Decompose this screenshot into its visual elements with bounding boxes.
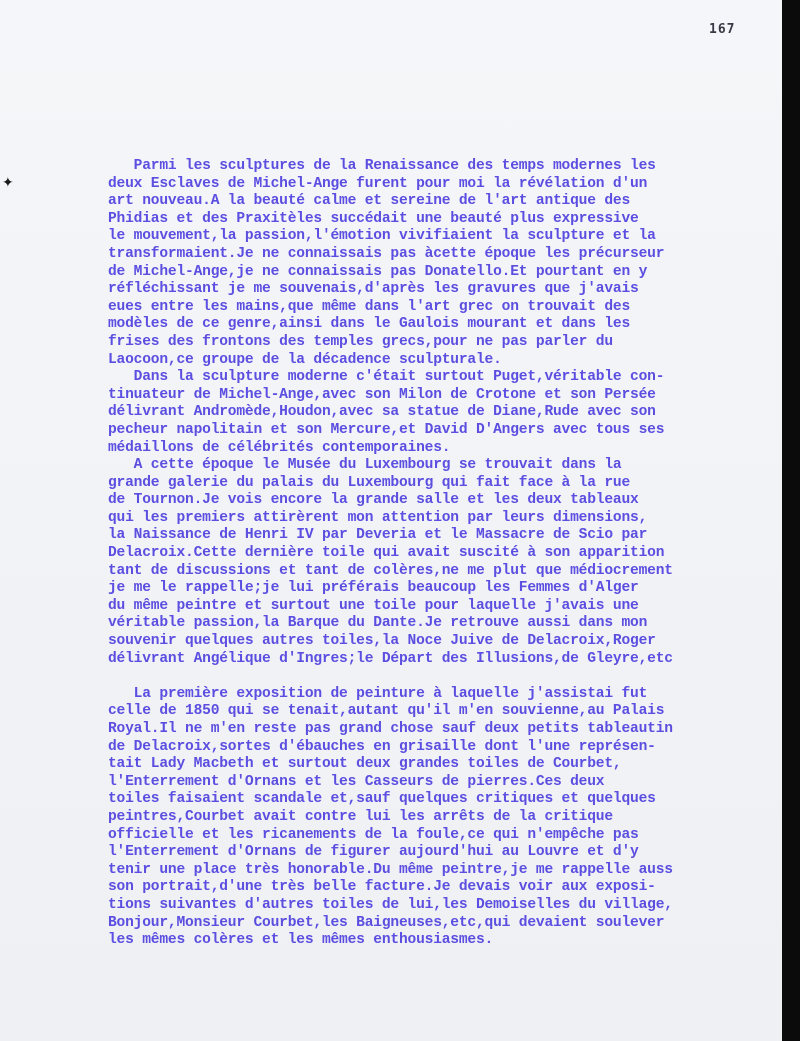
text-line: tant de discussions et tant de colères,ne me plut que médiocrement: [108, 562, 673, 579]
text-line: La première exposition de peinture à laquelle j'assistai fut: [108, 685, 648, 702]
text-line: deux Esclaves de Michel-Ange furent pour moi la révélation d'un: [108, 175, 648, 192]
text-line: Laocoon,ce groupe de la décadence sculpturale.: [108, 351, 502, 368]
text-line: je me le rappelle;je lui préférais beaucoup les Femmes d'Alger: [108, 580, 639, 597]
text-line: réfléchissant je me souvenais,d'après les gravures que j'avais: [108, 281, 639, 298]
page-number: 167: [709, 22, 736, 37]
text-line: qui les premiers attirèrent mon attention par leurs dimensions,: [108, 509, 648, 526]
text-line: véritable passion,la Barque du Dante.Je retrouve aussi dans mon: [108, 615, 648, 632]
text-line: de Michel-Ange,je ne connaissais pas Donatello.Et pourtant en y: [108, 263, 648, 280]
text-line: Dans la sculpture moderne c'était surtout Puget,véritable con-: [108, 369, 665, 386]
text-line: modèles de ce genre,ainsi dans le Gaulois mourant et dans les: [108, 316, 631, 333]
text-line: Parmi les sculptures de la Renaissance des temps modernes les: [108, 158, 656, 174]
paragraph: [108, 686, 673, 950]
text-line: eues entre les mains,que même dans l'art grec on trouvait des: [108, 298, 631, 315]
text-line: de Delacroix,sortes d'ébauches en grisaille dont l'une représen-: [108, 738, 656, 755]
text-line: de Tournon.Je vois encore la grande salle et les deux tableaux: [108, 492, 639, 509]
paragraph: [108, 369, 673, 457]
scan-edge: [782, 0, 800, 1041]
text-line: tions suivantes d'autres toiles de lui,les Demoiselles du village,: [108, 896, 673, 913]
body-text: [108, 158, 673, 950]
text-line: frises des frontons des temples grecs,pour ne pas parler du: [108, 333, 613, 350]
text-line: l'Enterrement d'Ornans de figurer aujourd'hui au Louvre et d'y: [108, 844, 639, 861]
text-line: Bonjour,Monsieur Courbet,les Baigneuses,etc,qui devaient soulever: [108, 914, 665, 931]
text-line: toiles faisaient scandale et,sauf quelques critiques et quelques: [108, 791, 656, 808]
text-line: du même peintre et surtout une toile pour laquelle j'avais une: [108, 597, 639, 614]
text-line: Delacroix.Cette dernière toile qui avait suscité à son apparition: [108, 545, 665, 562]
text-line: les mêmes colères et les mêmes enthousiasmes.: [108, 932, 494, 949]
paragraph: [108, 158, 673, 369]
text-line: son portrait,d'une très belle facture.Je devais voir aux exposi-: [108, 879, 656, 896]
paragraph: [108, 457, 673, 668]
text-line: médaillons de célébrités contemporaines.: [108, 439, 451, 456]
text-line: celle de 1850 qui se tenait,autant qu'il m'en souvienne,au Palais: [108, 703, 665, 720]
text-line: l'Enterrement d'Ornans et les Casseurs de pierres.Ces deux: [108, 773, 605, 790]
margin-mark-icon: ✦: [2, 175, 14, 191]
text-line: souvenir quelques autres toiles,la Noce Juive de Delacroix,Roger: [108, 633, 656, 650]
text-line: la Naissance de Henri IV par Deveria et le Massacre de Scio par: [108, 527, 648, 544]
text-line: A cette époque le Musée du Luxembourg se trouvait dans la: [108, 457, 622, 474]
text-line: Royal.Il ne m'en reste pas grand chose sauf deux petits tableautin: [108, 721, 673, 737]
text-line: le mouvement,la passion,l'émotion vivifiaient la sculpture et la: [108, 228, 656, 245]
text-line: délivrant Angélique d'Ingres;le Départ des Illusions,de Gleyre,etc: [108, 650, 673, 667]
text-line: Phidias et des Praxitèles succédait une beauté plus expressive: [108, 210, 639, 227]
text-line: pecheur napolitain et son Mercure,et David D'Angers avec tous ses: [108, 421, 665, 438]
text-line: tait Lady Macbeth et surtout deux grandes toiles de Courbet,: [108, 756, 622, 773]
text-line: art nouveau.A la beauté calme et sereine de l'art antique des: [108, 193, 631, 210]
text-line: transformaient.Je ne connaissais pas àcette époque les précurseur: [108, 245, 665, 262]
text-line: peintres,Courbet avait contre lui les arrêts de la critique: [108, 808, 613, 825]
text-line: tenir une place très honorable.Du même peintre,je me rappelle auss: [108, 861, 673, 878]
text-line: tinuateur de Michel-Ange,avec son Milon de Crotone et son Persée: [108, 386, 656, 403]
text-line: délivrant Andromède,Houdon,avec sa statue de Diane,Rude avec son: [108, 404, 656, 421]
text-line: officielle et les ricanements de la foule,ce qui n'empêche pas: [108, 826, 639, 843]
text-line: grande galerie du palais du Luxembourg qui fait face à la rue: [108, 474, 631, 491]
